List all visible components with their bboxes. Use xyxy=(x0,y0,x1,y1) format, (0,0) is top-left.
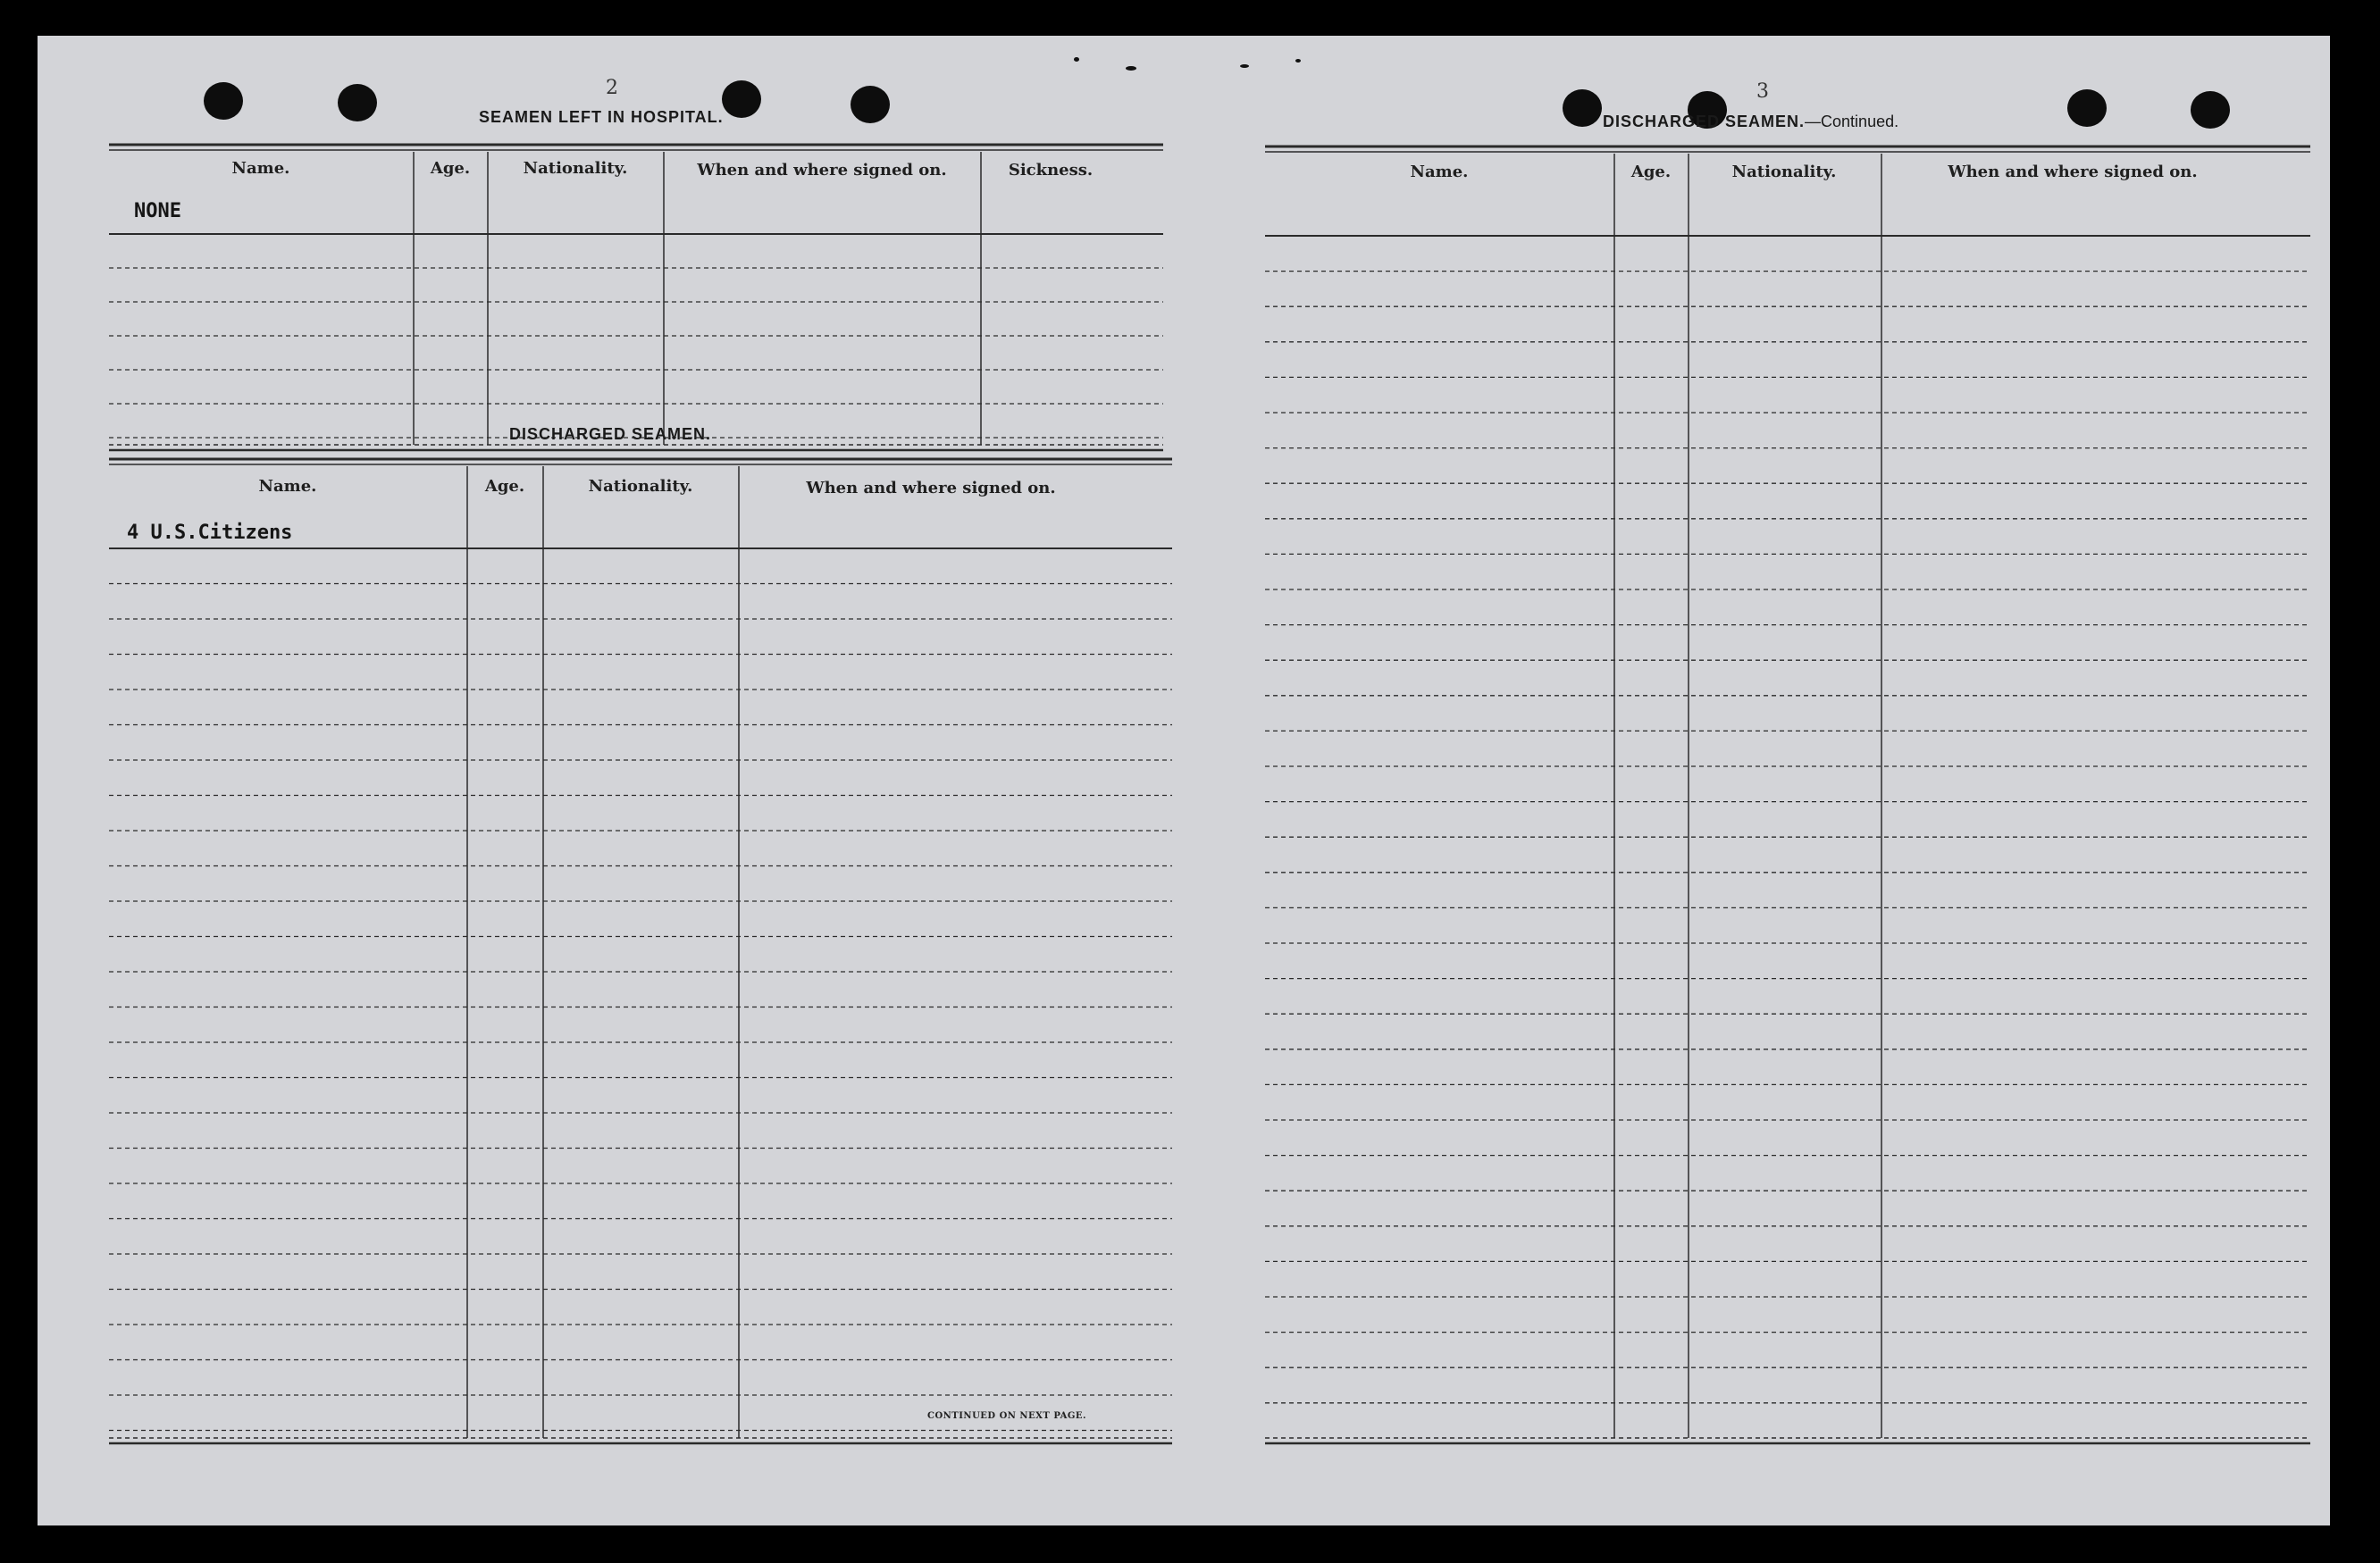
discharged-col-signed-on: When and where signed on. xyxy=(806,479,1056,497)
hospital-table xyxy=(109,141,1163,468)
continued-table xyxy=(1265,143,2310,1456)
discharged-section-title: DISCHARGED SEAMEN. xyxy=(509,425,712,443)
page-number-right: 3 xyxy=(1756,80,1769,103)
page-number-left: 2 xyxy=(606,77,618,99)
punch-hole xyxy=(338,84,377,121)
ink-speck xyxy=(1074,57,1079,62)
discharged-col-nationality: Nationality. xyxy=(588,477,693,496)
punch-hole xyxy=(2191,91,2230,129)
hospital-entry: NONE xyxy=(134,200,181,222)
punch-hole xyxy=(204,82,243,120)
discharged-col-name: Name. xyxy=(258,477,317,496)
hospital-col-age: Age. xyxy=(430,159,471,178)
ink-speck xyxy=(1126,66,1136,71)
hospital-section-title: SEAMEN LEFT IN HOSPITAL. xyxy=(479,108,724,126)
discharged-col-age: Age. xyxy=(484,477,525,496)
continued-note: CONTINUED ON NEXT PAGE. xyxy=(927,1411,1087,1421)
ink-speck xyxy=(1295,59,1301,63)
punch-hole xyxy=(722,80,761,118)
register-sheet xyxy=(38,36,2330,1525)
hospital-col-signed-on: When and where signed on. xyxy=(697,161,947,180)
hospital-col-nationality: Nationality. xyxy=(523,159,628,178)
title-main: DISCHARGED SEAMEN. xyxy=(1603,113,1806,130)
continued-col-signed-on: When and where signed on. xyxy=(1948,163,2198,181)
ink-speck xyxy=(1240,64,1249,68)
continued-col-age: Age. xyxy=(1630,163,1672,181)
title-continued: —Continued. xyxy=(1805,113,1899,130)
discharged-table xyxy=(109,456,1172,1456)
punch-hole xyxy=(2067,89,2107,127)
continued-col-name: Name. xyxy=(1410,163,1469,181)
discharged-entry: 4 U.S.Citizens xyxy=(127,522,293,544)
discharged-table-rules xyxy=(109,456,1172,1456)
punch-hole xyxy=(851,86,890,123)
discharged-continued-title xyxy=(1603,113,1898,131)
punch-hole xyxy=(1563,89,1602,127)
hospital-col-sickness: Sickness. xyxy=(1008,161,1094,180)
continued-table-rules xyxy=(1265,143,2310,1456)
hospital-col-name: Name. xyxy=(231,159,290,178)
continued-col-nationality: Nationality. xyxy=(1731,163,1837,181)
hospital-table-rules xyxy=(109,141,1163,468)
